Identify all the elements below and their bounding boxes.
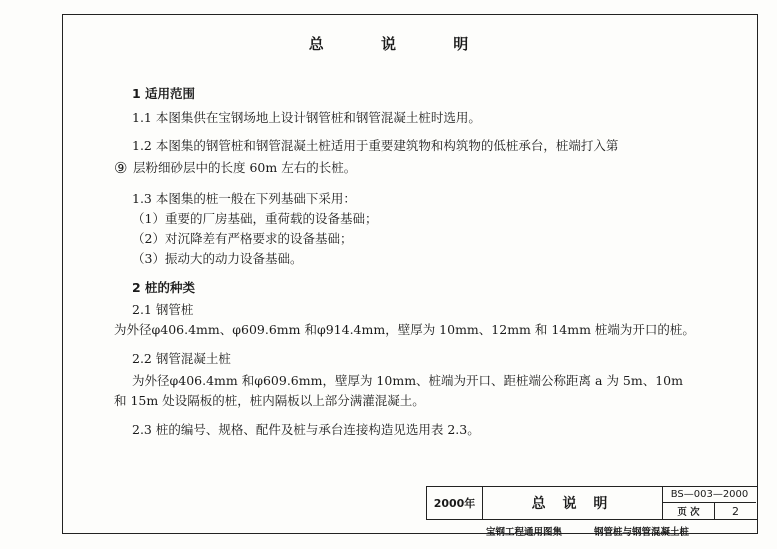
title-block-page-label: 页 次 — [663, 503, 715, 519]
footer-volume-name: 钢管桩与钢管混凝土桩 — [594, 527, 690, 538]
title-block-name: 总 说 明 — [483, 487, 663, 519]
para-2-2-line1: 为外径φ406.4mm 和φ609.6mm，壁厚为 10mm、桩端为开口、距桩端公称距离 a 为 5m、10m — [132, 373, 683, 388]
layer-circle-number: ⑨ — [114, 159, 128, 177]
para-1-2-line2: 层粉细砂层中的长度 60m 左右的长桩。 — [133, 160, 357, 175]
section-1-heading: 1 适用范围 — [132, 86, 196, 101]
page-title: 总 说 明 — [308, 35, 495, 53]
title-block — [426, 486, 758, 520]
title-block-page-number: 2 — [732, 504, 739, 518]
list-item: （3）振动大的动力设备基础。 — [132, 251, 303, 266]
para-2-3: 2.3 桩的编号、规格、配件及桩与承台连接构造见选用表 2.3。 — [132, 422, 480, 437]
list-item: （2）对沉降差有严格要求的设备基础； — [132, 231, 353, 246]
subsection-2-2-heading: 2.2 钢管混凝土桩 — [132, 351, 231, 366]
para-1-3: 1.3 本图集的桩一般在下列基础下采用： — [132, 191, 356, 206]
subsection-2-1-heading: 2.1 钢管桩 — [132, 302, 194, 317]
footer-series-name: 宝钢工程通用图集 — [486, 527, 563, 538]
para-1-2-line1: 1.2 本图集的钢管桩和钢管混凝土桩适用于重要建筑物和构筑物的低桩承台，桩端打入第 — [132, 138, 619, 153]
title-block-year: 2000年 — [427, 487, 483, 519]
para-2-2-line2: 和 15m 处设隔板的桩，桩内隔板以上部分满灌混凝土。 — [114, 393, 425, 408]
list-item: （1）重要的厂房基础，重荷载的设备基础； — [132, 211, 378, 226]
para-1-1: 1.1 本图集供在宝钢场地上设计钢管桩和钢管混凝土桩时选用。 — [132, 110, 481, 125]
para-2-1: 为外径φ406.4mm、φ609.6mm 和φ914.4mm，壁厚为 10mm、12mm 和 14mm 桩端为开口的桩。 — [114, 322, 695, 337]
section-2-heading: 2 桩的种类 — [132, 280, 196, 295]
title-block-code: BS—003—2000 — [663, 487, 756, 503]
